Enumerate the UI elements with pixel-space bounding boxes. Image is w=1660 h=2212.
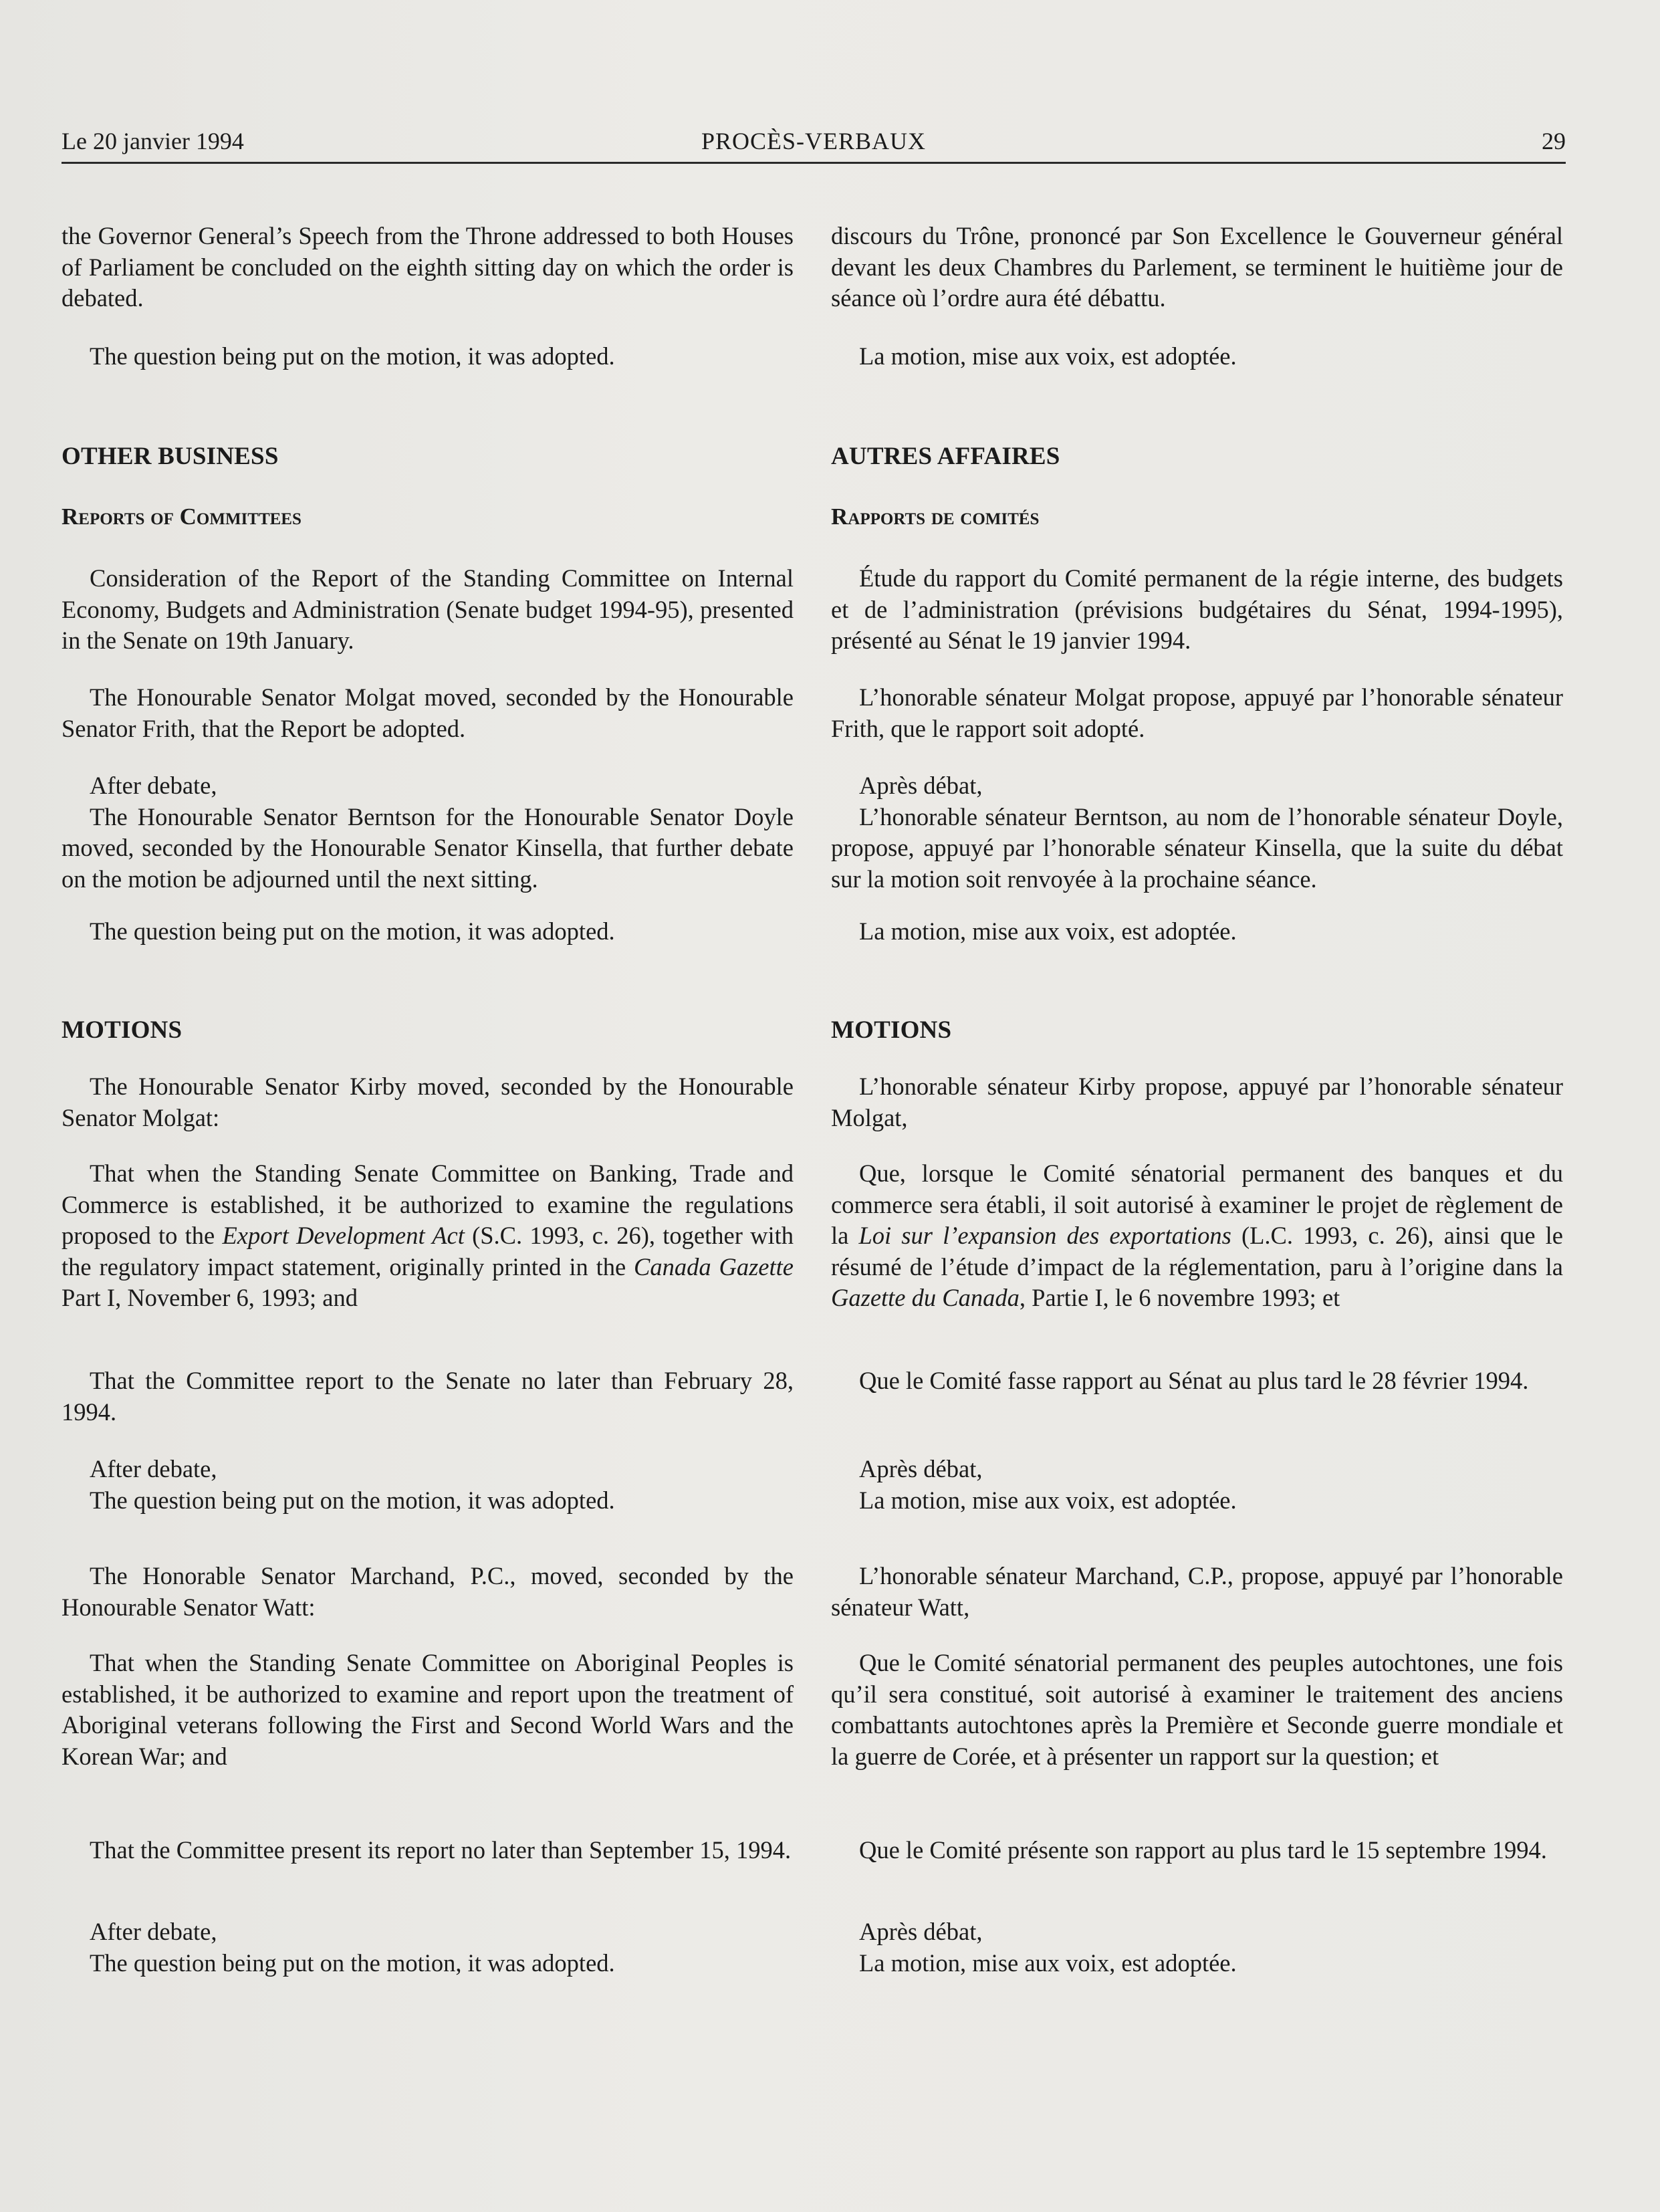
banques-text-2: (L.C. 1993, c. 26), ainsi que le résumé de l’étude d’impact de la réglementation, paru à l’origine dans la <box>831 1222 1564 1281</box>
paragraph-report-consideration: Consideration of the Report of the Standing Committee on Internal Economy, Budgets and Administration (Senate budget 1994-95), presented in the Senate on 19th January. <box>62 564 794 654</box>
running-header <box>62 122 1566 164</box>
paragraph-aboriginal-committee: That when the Standing Senate Committee on Aboriginal Peoples is established, it be authorized to examine and report upon the treatment of Aboriginal veterans following the First and Second World Wars and the Korean War; and <box>62 1649 794 1770</box>
banking-text-1: That when the Standing Senate Committee on Banking, Trade and Commerce is established, it be authorized to examine the regulations proposed to the <box>62 1159 794 1249</box>
paragraph-discours-trone: discours du Trône, prononcé par Son Excellence le Gouverneur général devant les deux Chambres du Parlement, se terminent le huitième jour de séance où l’ordre aura été débattu. <box>831 222 1563 312</box>
paragraph-marchand-moved: The Honorable Senator Marchand, P.C., moved, seconded by the Honourable Senator Watt: <box>62 1562 794 1621</box>
page-number: 29 <box>1542 128 1566 154</box>
canada-gazette-title: Canada Gazette <box>634 1252 794 1281</box>
paragraph-apres-debat <box>831 1916 1563 1979</box>
heading-other-business: OTHER BUSINESS <box>62 443 279 470</box>
heading-motions: MOTIONS <box>831 1016 952 1044</box>
paragraph-berntson-adjourn <box>62 770 794 895</box>
paragraph-after-debate <box>62 1916 794 1979</box>
paragraph-report-deadline: That the Committee report to the Senate no later than February 28, 1994. <box>62 1367 794 1426</box>
banking-text-2: (S.C. 1993, c. 26), together with the regulatory impact statement, originally printed in the <box>62 1222 794 1281</box>
paragraph-marchand-propose: L’honorable sénateur Marchand, C.P., propose, appuyé par l’honorable sénateur Watt, <box>831 1562 1563 1621</box>
paragraph-molgat-propose: L’honorable sénateur Molgat propose, appuyé par l’honorable sénateur Frith, que le rapport soit adopté. <box>831 683 1563 742</box>
export-development-act-title: Export Development Act <box>222 1222 465 1249</box>
gazette-du-canada-title: Gazette du Canada <box>831 1284 1020 1311</box>
banques-text-3: , Partie I, le 6 novembre 1993; et <box>1019 1284 1340 1311</box>
paragraph-comite-banques <box>831 1158 1563 1314</box>
paragraph-rapport-echeance: Que le Comité présente son rapport au plus tard le 15 septembre 1994. <box>859 1836 1547 1864</box>
paragraph-motion-adoptee: La motion, mise aux voix, est adoptée. <box>859 342 1237 370</box>
header-title: PROCÈS-VERBAUX <box>701 128 927 154</box>
apres-debat-text: Après débat, <box>859 1918 983 1945</box>
heading-rapports-de-comites: Rapports de comités <box>831 504 1040 530</box>
paragraph-question-adopted: The question being put on the motion, it was adopted. <box>90 342 615 370</box>
motion-adoptee-text: La motion, mise aux voix, est adoptée. <box>859 1949 1237 1977</box>
banques-text-1: Que, lorsque le Comité sénatorial permanent des banques et du commerce sera établi, il soit autorisé à examiner le projet de règlement de la <box>831 1159 1563 1249</box>
renvoi-motion-text: L’honorable sénateur Berntson, au nom de l’honorable sénateur Doyle, propose, appuyé par l’honorable sénateur Kinsella, que la suite du débat sur la motion soit renvoyée à la prochaine séance. <box>831 802 1563 893</box>
paragraph-after-debate <box>62 1454 794 1516</box>
paragraph-molgat-moved: The Honourable Senator Molgat moved, seconded by the Honourable Senator Frith, that the Report be adopted. <box>62 683 794 742</box>
paragraph-etude-rapport: Étude du rapport du Comité permanent de la régie interne, des budgets et de l’administration (prévisions budgétaires du Sénat, 1994-1995), présenté au Sénat le 19 janvier 1994. <box>831 564 1563 654</box>
paragraph-report-deadline: That the Committee present its report no later than September 15, 1994. <box>90 1836 792 1864</box>
question-adopted-text: The question being put on the motion, it was adopted. <box>90 1949 615 1977</box>
after-debate-text: After debate, <box>90 1455 217 1482</box>
paragraph-question-adopted: The question being put on the motion, it was adopted. <box>90 917 615 945</box>
after-debate-text: After debate, <box>90 772 217 799</box>
heading-reports-of-committees: Reports of Committees <box>62 504 302 530</box>
question-adopted-text: The question being put on the motion, it was adopted. <box>90 1486 615 1514</box>
paragraph-throne-speech: the Governor General’s Speech from the Throne addressed to both Houses of Parliament be concluded on the eighth sitting day on which the order is debated. <box>62 222 794 312</box>
paragraph-rapport-echeance: Que le Comité fasse rapport au Sénat au plus tard le 28 février 1994. <box>859 1367 1529 1394</box>
paragraph-comite-autochtones: Que le Comité sénatorial permanent des peuples autochtones, une fois qu’il sera constitué, soit autorisé à examiner le traitement des anciens combattants autochtones après la Première et Seconde guerre mondiale et la guerre de Corée, et à présenter un rapport sur la question; et <box>831 1649 1563 1770</box>
paragraph-kirby-moved: The Honourable Senator Kirby moved, seconded by the Honourable Senator Molgat: <box>62 1073 794 1131</box>
motion-adoptee-text: La motion, mise aux voix, est adoptée. <box>859 1486 1237 1514</box>
paragraph-apres-debat <box>831 1454 1563 1516</box>
apres-debat-text: Après débat, <box>859 1455 983 1482</box>
after-debate-text: After debate, <box>90 1918 217 1945</box>
paragraph-berntson-renvoi <box>831 770 1563 895</box>
heading-autres-affaires: AUTRES AFFAIRES <box>831 443 1060 470</box>
heading-motions: MOTIONS <box>62 1016 183 1044</box>
adjourn-motion-text: The Honourable Senator Berntson for the Honourable Senator Doyle moved, seconded by the Honourable Senator Kinsella, that further debate on the motion be adjourned until the next sitting. <box>62 802 794 893</box>
banking-text-3: Part I, November 6, 1993; and <box>62 1284 358 1311</box>
apres-debat-text: Après débat, <box>859 772 983 799</box>
paragraph-banking-committee <box>62 1158 794 1314</box>
paragraph-motion-adoptee: La motion, mise aux voix, est adoptée. <box>859 917 1237 945</box>
header-date: Le 20 janvier 1994 <box>62 128 244 154</box>
loi-expansion-exportations-title: Loi sur l’expansion des exportations <box>858 1222 1231 1249</box>
paragraph-kirby-propose: L’honorable sénateur Kirby propose, appuyé par l’honorable sénateur Molgat, <box>831 1073 1563 1131</box>
